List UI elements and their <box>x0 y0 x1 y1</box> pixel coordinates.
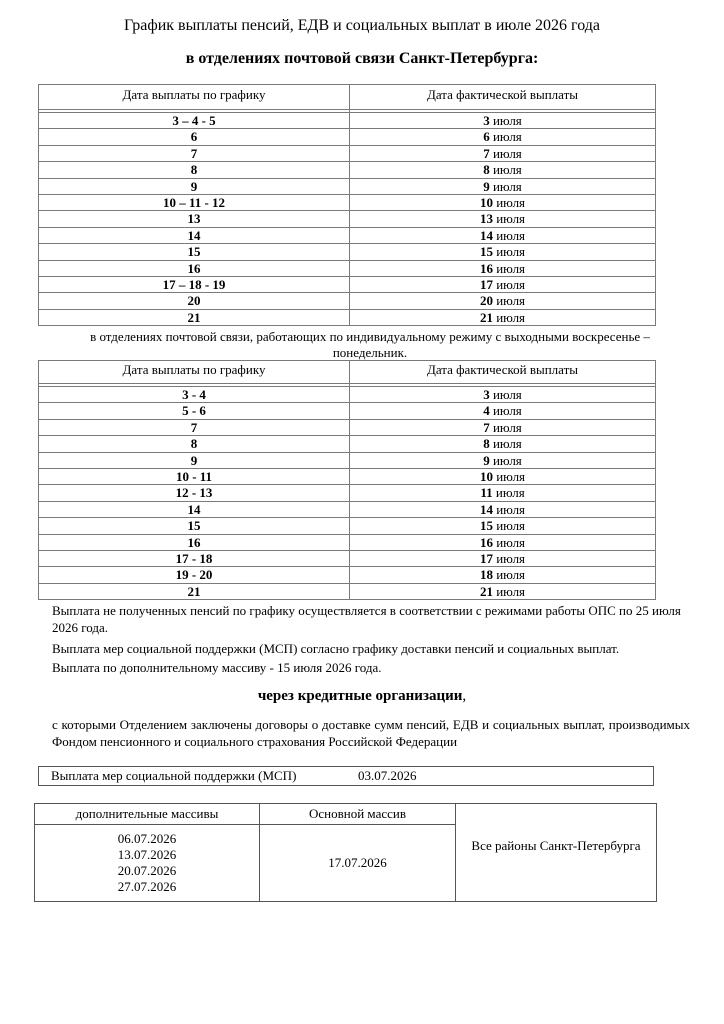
actual-date-cell <box>350 145 656 161</box>
actual-month: июля <box>492 403 522 419</box>
actual-day: 9 <box>483 178 490 194</box>
actual-date-cell <box>350 195 656 211</box>
scheduled-date-cell: 15 <box>39 244 350 260</box>
table-row <box>39 211 656 227</box>
table-row <box>39 178 656 194</box>
msp-payment-box <box>38 766 654 786</box>
actual-day: 17 <box>479 551 493 567</box>
actual-date-cell <box>350 162 656 178</box>
actual-day: 8 <box>483 162 490 178</box>
actual-date-cell <box>350 534 656 550</box>
actual-month: июля <box>496 195 526 211</box>
actual-day: 3 <box>483 113 490 128</box>
individual-mode-note: в отделениях почтовой связи, работающих по индивидуальному режиму с выходными воскресенье – понедельник. <box>90 329 650 360</box>
actual-date-cell <box>350 387 656 403</box>
actual-date-cell <box>350 551 656 567</box>
credit-schedule-table <box>34 803 657 902</box>
actual-month: июля <box>492 129 522 145</box>
scheduled-date-cell: 20 <box>39 293 350 309</box>
table-row <box>39 551 656 567</box>
actual-date-cell <box>350 309 656 325</box>
credit-organizations-heading <box>0 688 724 705</box>
table-row <box>39 113 656 129</box>
actual-day: 6 <box>483 129 490 145</box>
actual-month: июля <box>492 419 522 435</box>
actual-day: 13 <box>479 211 493 227</box>
msp-payment-date: 03.07.2026 <box>358 768 417 783</box>
actual-day: 21 <box>479 309 493 325</box>
actual-date-cell <box>350 227 656 243</box>
actual-date-cell <box>350 403 656 419</box>
actual-day: 14 <box>479 227 493 243</box>
table-row <box>39 293 656 309</box>
actual-month: июля <box>496 534 526 550</box>
scheduled-date-cell: 5 - 6 <box>39 403 350 419</box>
actual-month: июля <box>492 387 522 402</box>
scheduled-date-cell: 3 - 4 <box>39 387 350 403</box>
actual-month: июля <box>496 227 526 243</box>
table-row <box>39 129 656 145</box>
actual-month: июля <box>492 452 522 468</box>
table-row <box>39 419 656 435</box>
actual-date-cell <box>350 518 656 534</box>
table-row <box>39 387 656 403</box>
actual-date-cell <box>350 567 656 583</box>
actual-day: 20 <box>479 293 493 309</box>
actual-date-cell <box>350 293 656 309</box>
msp-schedule-note: Выплата мер социальной поддержки (МСП) согласно графику доставки пенсий и социальных выплат. <box>52 641 620 656</box>
scheduled-date-cell: 10 - 11 <box>39 469 350 485</box>
actual-month: июля <box>496 518 526 534</box>
actual-date-cell <box>350 419 656 435</box>
scheduled-date-cell: 16 <box>39 534 350 550</box>
additional-array-note: Выплата по дополнительному массиву - 15 июля 2026 года. <box>52 660 382 675</box>
credit-organizations-text: с которыми Отделением заключены договоры о доставке сумм пенсий, ЕДВ и социальных выплат, производимых Фондом пенсионного и социального страхования Российской Федерации <box>52 717 690 749</box>
actual-day: 8 <box>483 436 490 452</box>
actual-month: июля <box>496 260 526 276</box>
main-array-header: Основной массив <box>260 804 456 825</box>
column-header-scheduled: Дата выплаты по графику <box>39 85 350 110</box>
actual-day: 16 <box>479 260 493 276</box>
additional-date: 13.07.2026 <box>117 847 177 862</box>
actual-day: 7 <box>483 145 490 161</box>
actual-day: 10 <box>479 469 493 485</box>
table-row <box>39 227 656 243</box>
table-row <box>39 518 656 534</box>
post-office-schedule-table <box>38 84 656 326</box>
actual-day: 15 <box>479 518 493 534</box>
actual-month: июля <box>496 583 526 599</box>
actual-day: 15 <box>479 244 493 260</box>
actual-date-cell <box>350 178 656 194</box>
scheduled-date-cell: 14 <box>39 501 350 517</box>
column-header-actual: Дата фактической выплаты <box>350 85 656 110</box>
actual-day: 21 <box>479 583 493 599</box>
table-row <box>39 260 656 276</box>
table-row <box>39 436 656 452</box>
scheduled-date-cell: 8 <box>39 436 350 452</box>
actual-date-cell <box>350 436 656 452</box>
actual-date-cell <box>350 485 656 501</box>
actual-date-cell <box>350 583 656 599</box>
scheduled-date-cell: 17 - 18 <box>39 551 350 567</box>
actual-day: 18 <box>479 567 493 583</box>
additional-date: 20.07.2026 <box>117 863 177 878</box>
actual-month: июля <box>492 162 522 178</box>
main-date-cell: 17.07.2026 <box>260 825 456 902</box>
actual-month: июля <box>496 501 526 517</box>
actual-day: 7 <box>483 419 490 435</box>
actual-date-cell <box>350 277 656 293</box>
actual-month: июля <box>496 309 526 325</box>
table-row <box>39 309 656 325</box>
scheduled-date-cell: 7 <box>39 145 350 161</box>
table-row <box>39 583 656 599</box>
table-row <box>39 534 656 550</box>
actual-date-cell <box>350 501 656 517</box>
actual-day: 3 <box>483 387 490 402</box>
additional-arrays-header: дополнительные массивы <box>35 804 260 825</box>
scheduled-date-cell: 10 – 11 - 12 <box>39 195 350 211</box>
page-title: График выплаты пенсий, ЕДВ и социальных выплат в июле 2026 года <box>124 17 600 34</box>
actual-month: июля <box>492 178 522 194</box>
actual-date-cell <box>350 211 656 227</box>
table-row <box>39 162 656 178</box>
individual-mode-schedule-table <box>38 360 656 600</box>
actual-day: 16 <box>479 534 493 550</box>
actual-month: июля <box>492 436 522 452</box>
actual-month: июля <box>496 469 526 485</box>
scheduled-date-cell: 9 <box>39 452 350 468</box>
actual-month: июля <box>496 244 526 260</box>
actual-day: 10 <box>479 195 493 211</box>
scheduled-date-cell: 7 <box>39 419 350 435</box>
scheduled-date-cell: 19 - 20 <box>39 567 350 583</box>
table-row <box>39 452 656 468</box>
actual-date-cell <box>350 469 656 485</box>
table-row <box>39 469 656 485</box>
table-row <box>39 485 656 501</box>
actual-month: июля <box>496 293 526 309</box>
actual-day: 11 <box>480 485 493 501</box>
scheduled-date-cell: 8 <box>39 162 350 178</box>
unpaid-pension-note: Выплата не полученных пенсий по графику осуществляется в соответствии с режимами работы ОПС по 25 июля 2026 года. <box>52 603 681 635</box>
actual-day: 4 <box>483 403 490 419</box>
page-subtitle: в отделениях почтовой связи Санкт-Петербурга: <box>185 50 539 67</box>
table-row <box>39 501 656 517</box>
actual-month: июля <box>496 567 526 583</box>
scheduled-date-cell: 12 - 13 <box>39 485 350 501</box>
region-cell: Все районы Санкт-Петербурга <box>456 804 657 902</box>
msp-payment-label: Выплата мер социальной поддержки (МСП) <box>51 768 297 783</box>
credit-heading-text: через кредитные организации <box>257 688 463 704</box>
actual-month: июля <box>495 485 525 501</box>
actual-month: июля <box>492 145 522 161</box>
column-header-scheduled: Дата выплаты по графику <box>39 361 350 384</box>
scheduled-date-cell: 17 – 18 - 19 <box>39 277 350 293</box>
column-header-actual: Дата фактической выплаты <box>350 361 656 384</box>
additional-dates-cell <box>35 825 260 902</box>
table-row <box>39 244 656 260</box>
actual-date-cell <box>350 244 656 260</box>
scheduled-date-cell: 6 <box>39 129 350 145</box>
scheduled-date-cell: 9 <box>39 178 350 194</box>
scheduled-date-cell: 15 <box>39 518 350 534</box>
additional-date: 27.07.2026 <box>117 879 177 894</box>
scheduled-date-cell: 21 <box>39 583 350 599</box>
scheduled-date-cell: 13 <box>39 211 350 227</box>
actual-date-cell <box>350 129 656 145</box>
actual-month: июля <box>496 551 526 567</box>
table-row <box>39 277 656 293</box>
table-row <box>39 145 656 161</box>
scheduled-date-cell: 21 <box>39 309 350 325</box>
credit-heading-comma: , <box>462 688 467 704</box>
actual-month: июля <box>496 277 526 293</box>
actual-month: июля <box>496 211 526 227</box>
additional-date: 06.07.2026 <box>117 831 177 846</box>
actual-date-cell <box>350 452 656 468</box>
scheduled-date-cell: 3 – 4 - 5 <box>39 113 350 129</box>
actual-day: 9 <box>483 452 490 468</box>
actual-day: 14 <box>479 501 493 517</box>
table-row <box>39 403 656 419</box>
scheduled-date-cell: 16 <box>39 260 350 276</box>
table-row <box>39 195 656 211</box>
actual-day: 17 <box>479 277 493 293</box>
table-row <box>39 567 656 583</box>
actual-date-cell <box>350 260 656 276</box>
actual-month: июля <box>492 113 522 128</box>
scheduled-date-cell: 14 <box>39 227 350 243</box>
actual-date-cell <box>350 113 656 129</box>
